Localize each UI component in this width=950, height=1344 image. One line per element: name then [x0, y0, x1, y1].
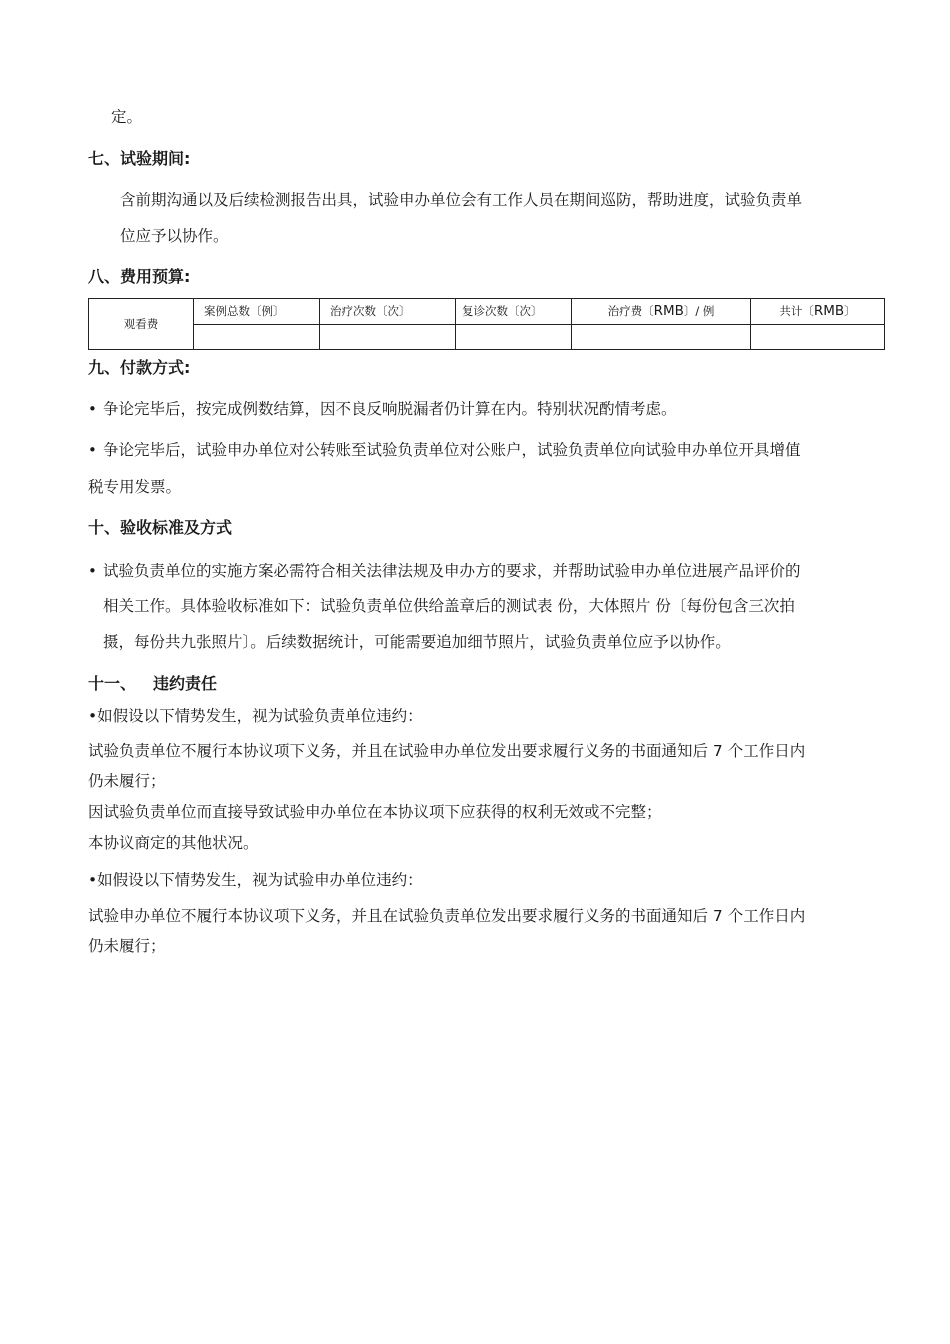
section11-p4: 本协议商定的其他状况。	[88, 834, 259, 852]
table-header-total: 共计〔RMB〕	[751, 299, 885, 325]
table-cell-followups	[456, 324, 572, 350]
table-cell-total	[751, 324, 885, 350]
section10-heading: 十、验收标准及方式	[88, 518, 233, 537]
section7-heading: 七、试验期间:	[88, 149, 191, 168]
section8-heading: 八、费用预算:	[88, 267, 191, 286]
section7-line1: 含前期沟通以及后续检测报告出具，试验申办单位会有工作人员在期间巡防，帮助进度，试验负责单	[120, 191, 803, 209]
table-header-cases: 案例总数〔例〕	[194, 299, 320, 325]
section9-item2-line2: 税专用发票。	[88, 478, 182, 496]
bullet-icon: •	[88, 400, 97, 418]
section10-line2: 相关工作。具体验收标准如下：试验负责单位供给盖章后的测试表 份，大体照片 份〔每份包含三次拍	[103, 597, 795, 615]
section9-item2-line1: 争论完毕后，试验申办单位对公转账至试验负责单位对公账户，试验负责单位向试验申办单位开具增值	[103, 441, 801, 459]
section11-p2-line2: 仍未履行；	[88, 772, 166, 790]
section6-tail: 定。	[111, 108, 143, 126]
section10-line1: 试验负责单位的实施方案必需符合相关法律法规及申办方的要求，并帮助试验申办单位进展产品评价的	[103, 562, 801, 580]
table-header-treatment-fee: 治疗费〔RMB〕/ 例	[572, 299, 751, 325]
section11-heading-text: 违约责任	[153, 674, 218, 693]
table-cell-treatment-fee	[572, 324, 751, 350]
table-header-followups: 复诊次数〔次〕	[456, 299, 572, 325]
section11-p3: 因试验负责单位而直接导致试验申办单位在本协议项下应获得的权利无效或不完整；	[88, 803, 662, 821]
section11-p1: •如假设以下情势发生，视为试验负责单位违约：	[88, 707, 423, 725]
section11-p5: •如假设以下情势发生，视为试验申办单位违约：	[88, 871, 423, 889]
section9-heading: 九、付款方式:	[88, 358, 191, 377]
budget-table	[88, 298, 885, 350]
section7-line2: 位应予以协作。	[120, 227, 229, 245]
section9-item1: 争论完毕后，按完成例数结算，因不良反响脱漏者仍计算在内。特别状况酌情考虑。	[103, 400, 677, 418]
bullet-icon: •	[88, 441, 97, 459]
section11-p6-line1: 试验申办单位不履行本协议项下义务，并且在试验负责单位发出要求履行义务的书面通知后 7 个工作日内	[88, 907, 806, 925]
bullet-icon: •	[88, 562, 97, 580]
section11-p2-line1: 试验负责单位不履行本协议项下义务，并且在试验申办单位发出要求履行义务的书面通知后 7 个工作日内	[88, 742, 806, 760]
table-cell-treatments	[320, 324, 456, 350]
section11-p6-line2: 仍未履行；	[88, 937, 166, 955]
table-cell-cases	[194, 324, 320, 350]
table-row-label: 观看费	[89, 299, 194, 350]
section10-line3: 摄，每份共九张照片〕。后续数据统计，可能需要追加细节照片，试验负责单位应予以协作。	[103, 633, 731, 651]
table-header-treatments: 治疗次数〔次〕	[320, 299, 456, 325]
section11-heading-number: 十一、	[88, 674, 137, 693]
